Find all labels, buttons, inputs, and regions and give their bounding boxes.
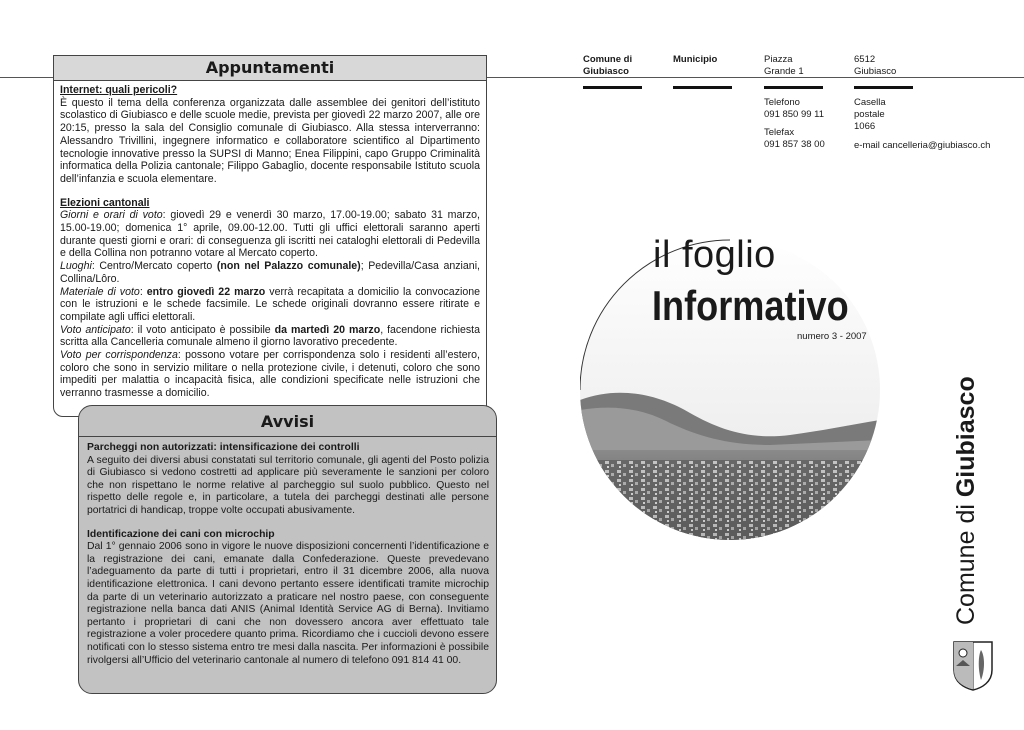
casella-line3: 1066 [854, 121, 876, 132]
address-zip [854, 54, 896, 78]
side-title [952, 376, 981, 625]
materiale-text-1: : [139, 285, 147, 298]
cani-text: Dal 1° gennaio 2006 sono in vigore le nuove disposizioni concernenti l’identificazione e la registrazione dei cani, emanate dalla Confederazione. Queste prevedevano l’adeguamento da parte di tutti i proprietari, entro il 31 dicembre 2006, alla nuova identificazione elettronica. I cani devono pertanto essere identificati tramite microchip da parte di un veterinario autorizzato a praticare nel nostro paese, con conseguente registrazione nella banca dati ANIS (Animal Identità Service AG di Berna). Invitiamo pertanto i proprietari di cani che non dovessero ancora aver effettuato tale registrazione a voler procedere quanto prima. Ricordiamo che i cuccioli devono essere notificati con lo stesso sistema entro tre mesi dalla nascita. Per informazioni è possibile rivolgersi all’Ufficio del veterinario cantonale al numero di telefono 091 814 41 00. [87, 541, 489, 666]
appuntamenti-title: Appuntamenti [205, 58, 335, 77]
corrispondenza-label: Voto per corrispondenza [60, 349, 178, 362]
luoghi-text-1: : Centro/Mercato coperto [91, 260, 217, 273]
materiale-bold: entro giovedì 22 marzo [146, 285, 266, 298]
anticipato-text-2: , facendone richiesta scritta alla Cancelleria comunale almeno il giorno lavorativo precedente. [60, 323, 480, 349]
fax-number: 091 857 38 00 [764, 139, 825, 150]
address-municipio-line: Municipio [673, 54, 718, 65]
luoghi-paragraph [60, 260, 480, 285]
avvisi-title: Avvisi [260, 412, 315, 431]
side-title-prefix: Comune di [952, 497, 980, 625]
fax-label: Telefax [764, 127, 795, 138]
luoghi-bold: (non nel Palazzo comunale) [216, 260, 361, 273]
contact-casella [854, 97, 886, 133]
issue-number: numero 3 - 2007 [797, 331, 867, 342]
header-bar-2 [673, 86, 732, 89]
header-bar-3 [764, 86, 823, 89]
masthead-title: Informativo [652, 282, 849, 329]
materiale-paragraph [60, 286, 480, 324]
appuntamenti-body [60, 84, 480, 400]
address-municipio [673, 54, 717, 66]
internet-heading: Internet: quali pericoli? [60, 84, 178, 96]
address-zip-line1: 6512 [854, 54, 876, 65]
elezioni-heading: Elezioni cantonali [60, 196, 150, 209]
anticipato-paragraph [60, 324, 480, 349]
address-street [764, 54, 804, 78]
header-bar-1 [583, 86, 642, 89]
phone-label: Telefono [764, 97, 800, 108]
anticipato-text-1: : il voto anticipato è possibile [130, 323, 275, 336]
giorni-paragraph [60, 209, 480, 260]
luoghi-text-2: ; Pedevilla/Casa anziani, Collina/Lôro. [60, 260, 480, 285]
address-street-line2: Grande 1 [764, 66, 804, 77]
casella-line1: Casella [854, 97, 886, 108]
masthead-line1: il foglio [653, 234, 776, 276]
header-bar-4 [854, 86, 913, 89]
materiale-text-2: verrà recapitata a domicilio la convocazione con le istruzioni e le schede facsimile. Le schede originali dovranno essere ritirate e compilate agli uffici elettorali. [60, 285, 481, 323]
address-zip-line2: Giubiasco [854, 66, 897, 77]
address-comune-line1: Comune di [583, 54, 633, 65]
avvisi-box [78, 405, 497, 694]
avvisi-body [87, 442, 489, 667]
materiale-label: Materiale di voto [60, 285, 140, 298]
corrispondenza-paragraph [60, 349, 480, 400]
address-street-line1: Piazza [764, 54, 793, 65]
address-comune-line2: Giubiasco [583, 66, 629, 77]
giorni-label: Giorni e orari di voto [60, 209, 163, 222]
parcheggi-heading: Parcheggi non autorizzati: intensificazione dei controlli [87, 442, 360, 453]
internet-text: È questo il tema della conferenza organizzata dalle assemblee dei genitori dell’istituto scolastico di Giubiasco e delle scuole medie, prevista per giovedì 22 marzo 2007, alle ore 20:15, presso la sala del Consiglio comunale di Giubiasco. Alla stessa interverranno: Alessandro Trivillini, ingegnere informatico e collaboratore scientifico al Dipartimento tecnologie innovative presso la SUPSI di Manno; Enea Filippini, capo Gruppo Criminalità informatica della Polizia cantonale; Filippo Gabaglio, docente responsabile Istituto scuola dell’infanzia e scuola elementare. [60, 96, 480, 185]
address-comune [583, 54, 632, 78]
appuntamenti-box [53, 55, 487, 417]
giorni-text: : giovedì 29 e venerdì 30 marzo, 17.00-19.00; sabato 31 marzo, 15.00-19.00; domenica 1° aprile, 09.00-12.00. Tutti gli uffici elettorali saranno aperti durante questi giorni e orari: di conseguenza gli iscritti nei cataloghi elettorali di Pedevilla e della Collina non potranno votare al Mercato coperto. [60, 209, 480, 260]
side-title-name: Giubiasco [952, 376, 980, 498]
avvisi-divider [79, 436, 496, 437]
coat-of-arms-icon [952, 640, 994, 692]
anticipato-bold: da martedì 20 marzo [274, 323, 381, 336]
cani-heading: Identificazione dei cani con microchip [87, 528, 275, 540]
phone-number: 091 850 99 11 [764, 109, 825, 120]
corrispondenza-text: : possono votare per corrispondenza solo i residenti all’estero, coloro che sono in servizio militare o nella protezione civile, i detenuti, coloro che sono impediti per malattia o incapacità fisica, alle condizioni specificate nelle istruzioni che verranno trasmesse a domicilio. [60, 349, 480, 400]
luoghi-label: Luoghi [60, 260, 92, 273]
casella-line2: postale [854, 109, 885, 120]
contact-email: e-mail cancelleria@giubiasco.ch [854, 140, 991, 151]
parcheggi-text: A seguito dei diversi abusi constatati sul territorio comunale, gli agenti del Posto polizia di Giubiasco si vedono costretti ad applicare più severamente le sanzioni per coloro che non rispettano le norme relative al parcheggio sul suolo pubblico. Questo nel rispetto delle regole e, in particolare, a tutela dei parcheggi destinati alle persone portatrici di handicap, troppe volte occupati abusivamente. [87, 454, 489, 516]
contact-phone-fax [764, 97, 825, 151]
anticipato-label: Voto anticipato [60, 323, 131, 336]
